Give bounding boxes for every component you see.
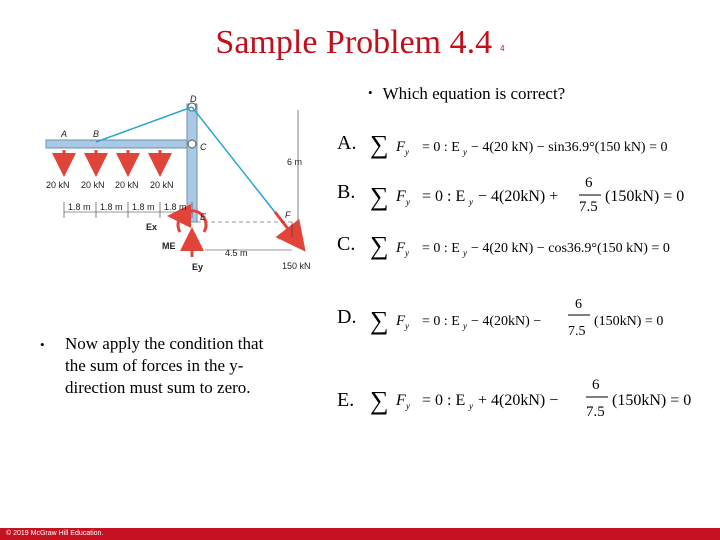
equation-e	[370, 371, 710, 423]
load-label: 20 kN	[46, 180, 70, 190]
slide-title: Sample Problem 4.4 4	[215, 24, 505, 61]
svg-text:y: y	[463, 147, 467, 157]
question-text: Which equation is correct?	[382, 84, 566, 103]
svg-text:∑: ∑	[370, 386, 389, 415]
structure-figure	[30, 92, 330, 282]
option-b[interactable]	[337, 181, 355, 204]
spacing-label: 1.8 m	[100, 202, 123, 212]
svg-text:F: F	[396, 392, 406, 409]
svg-text:y: y	[405, 248, 409, 258]
option-label: A.	[337, 132, 357, 154]
cable-bd	[96, 107, 192, 142]
reaction-ey-label: Ey	[192, 262, 204, 272]
svg-text:(150kN) = 0: (150kN) = 0	[612, 392, 692, 409]
label-d: D	[190, 94, 197, 104]
svg-text:6: 6	[575, 297, 582, 312]
svg-text:− 4(20kN) +: − 4(20kN) +	[478, 188, 559, 205]
svg-text:F: F	[396, 313, 406, 329]
svg-text:y: y	[469, 401, 473, 411]
height-label: 6 m	[287, 157, 303, 167]
svg-text:y: y	[463, 321, 467, 331]
equation-a	[370, 129, 705, 161]
equation-b	[370, 171, 705, 217]
option-d[interactable]	[337, 306, 356, 329]
question-bullet	[368, 84, 565, 104]
copyright-text: © 2019 McGraw Hill Education.	[6, 530, 104, 537]
svg-text:− 4(20kN) −: − 4(20kN) −	[471, 314, 542, 329]
label-a: A	[61, 129, 68, 139]
svg-text:y: y	[406, 401, 410, 411]
svg-text:y: y	[463, 248, 467, 258]
svg-text:6: 6	[592, 377, 600, 393]
option-c[interactable]	[337, 233, 355, 256]
option-a[interactable]	[337, 132, 356, 155]
svg-text:= 0 : E: = 0 : E	[422, 188, 466, 205]
label-f: F	[285, 210, 291, 220]
label-e: E	[200, 212, 207, 222]
svg-text:(150kN) = 0: (150kN) = 0	[594, 314, 664, 329]
svg-text:7.5: 7.5	[586, 404, 605, 420]
equation-d	[370, 291, 705, 339]
svg-text:y: y	[406, 197, 410, 207]
svg-text:F: F	[396, 240, 406, 256]
option-e[interactable]	[337, 389, 354, 412]
svg-text:∑: ∑	[370, 231, 389, 260]
beam-ab	[46, 140, 191, 148]
svg-text:7.5: 7.5	[579, 199, 598, 215]
moment-label: ME	[162, 241, 176, 251]
force-label: 150 kN	[282, 261, 311, 271]
svg-text:6: 6	[585, 175, 593, 191]
load-label: 20 kN	[150, 180, 174, 190]
spacing-label: 1.8 m	[132, 202, 155, 212]
svg-text:∑: ∑	[370, 182, 389, 211]
svg-text:∑: ∑	[370, 306, 389, 335]
label-b: B	[93, 129, 100, 139]
reaction-ex-label: Ex	[146, 222, 158, 232]
svg-text:− 4(20 kN) − cos36.9°(150 kN): − 4(20 kN) − cos36.9°(150 kN) = 0	[471, 241, 670, 256]
svg-text:y: y	[469, 197, 473, 207]
offset-label: 4.5 m	[225, 248, 248, 258]
option-label: D.	[337, 306, 357, 328]
bullet-icon: •	[368, 85, 373, 100]
spacing-label: 1.8 m	[164, 202, 187, 212]
pin-c	[188, 140, 196, 148]
bullet-icon: •	[40, 337, 45, 352]
svg-text:= 0 : E: = 0 : E	[422, 314, 460, 329]
svg-text:= 0 : E: = 0 : E	[422, 241, 460, 256]
page-number: 4	[500, 44, 505, 53]
load-label: 20 kN	[115, 180, 139, 190]
footer-bar	[0, 528, 720, 540]
svg-text:F: F	[396, 188, 406, 205]
svg-text:(150kN) = 0: (150kN) = 0	[605, 188, 685, 205]
svg-text:7.5: 7.5	[568, 324, 586, 339]
load-label: 20 kN	[81, 180, 105, 190]
svg-text:= 0 : E: = 0 : E	[422, 392, 466, 409]
spacing-label: 1.8 m	[68, 202, 91, 212]
svg-text:F: F	[396, 139, 406, 155]
option-label: E.	[337, 389, 355, 411]
svg-text:= 0 : E: = 0 : E	[422, 140, 460, 155]
equation-c	[370, 230, 715, 262]
option-label: B.	[337, 181, 356, 203]
svg-text:+ 4(20kN) −: + 4(20kN) −	[478, 392, 559, 409]
svg-text:y: y	[405, 321, 409, 331]
condition-bullet	[40, 333, 280, 399]
option-label: C.	[337, 233, 356, 255]
label-c: C	[200, 142, 207, 152]
svg-text:y: y	[405, 147, 409, 157]
svg-text:− 4(20 kN) − sin36.9°(150 kN): − 4(20 kN) − sin36.9°(150 kN) = 0	[471, 140, 668, 155]
svg-text:∑: ∑	[370, 130, 389, 159]
condition-text: Now apply the condition that the sum of forces in the y-direction must sum to zero.	[65, 334, 264, 397]
